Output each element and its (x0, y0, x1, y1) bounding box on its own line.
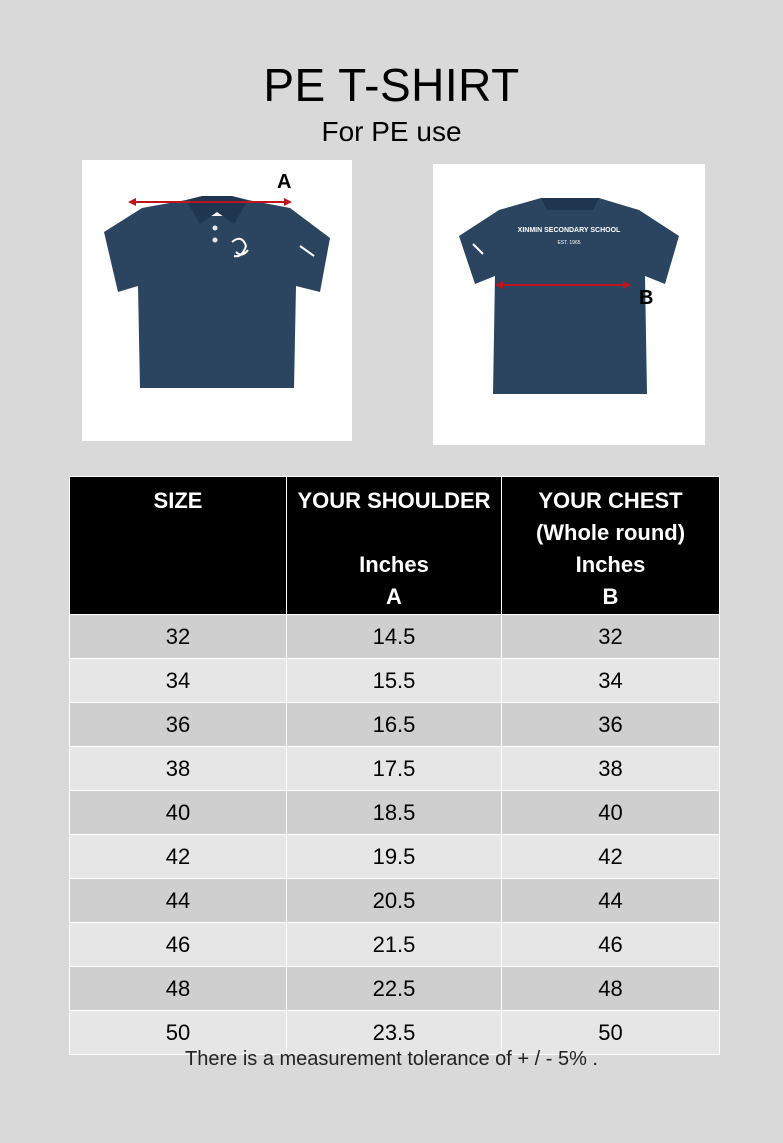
table-row (70, 791, 720, 835)
header-chest (502, 477, 720, 615)
cell-shoulder: 19.5 (287, 835, 502, 879)
cell-size: 32 (70, 615, 287, 659)
cell-chest: 46 (502, 923, 720, 967)
cell-size: 48 (70, 967, 287, 1011)
back-print-school: XINMIN SECONDARY SCHOOL (517, 227, 621, 234)
cell-size: 38 (70, 747, 287, 791)
cell-size: 50 (70, 1011, 287, 1055)
cell-size: 40 (70, 791, 287, 835)
cell-shoulder: 16.5 (287, 703, 502, 747)
cell-chest: 34 (502, 659, 720, 703)
cell-size: 46 (70, 923, 287, 967)
cell-shoulder: 23.5 (287, 1011, 502, 1055)
cell-shoulder: 17.5 (287, 747, 502, 791)
cell-chest: 32 (502, 615, 720, 659)
header-shoulder-code: A (386, 584, 402, 609)
cell-shoulder: 14.5 (287, 615, 502, 659)
table-row (70, 835, 720, 879)
cell-chest: 38 (502, 747, 720, 791)
cell-chest: 50 (502, 1011, 720, 1055)
front-shirt-illustration (82, 160, 352, 441)
tolerance-note: There is a measurement tolerance of + / - 5% . (185, 1048, 598, 1070)
cell-chest: 36 (502, 703, 720, 747)
cell-chest: 44 (502, 879, 720, 923)
header-size-label: SIZE (153, 488, 203, 513)
header-chest-code: B (602, 584, 619, 609)
table-row (70, 923, 720, 967)
cell-chest: 42 (502, 835, 720, 879)
marker-a: A (277, 171, 292, 193)
table-header-row (70, 477, 720, 615)
cell-shoulder: 20.5 (287, 879, 502, 923)
table-row (70, 747, 720, 791)
table-row (70, 703, 720, 747)
table-row (70, 879, 720, 923)
table-row (70, 967, 720, 1011)
header-chest-unit: Inches (575, 552, 646, 577)
marker-b: B (639, 287, 654, 309)
size-chart-table (69, 476, 720, 1055)
cell-shoulder: 15.5 (287, 659, 502, 703)
header-shoulder-unit: Inches (359, 552, 429, 577)
cell-size: 36 (70, 703, 287, 747)
page-subtitle: For PE use (321, 116, 462, 147)
cell-shoulder: 22.5 (287, 967, 502, 1011)
cell-size: 34 (70, 659, 287, 703)
back-print-est: EST. 1965 (557, 240, 581, 246)
header-shoulder (287, 477, 502, 615)
header-chest-title: YOUR CHEST (538, 488, 683, 513)
header-chest-note: (Whole round) (535, 520, 686, 545)
back-shirt-photo (433, 164, 705, 445)
cell-shoulder: 18.5 (287, 791, 502, 835)
header-shoulder-title: YOUR SHOULDER (297, 488, 491, 513)
cell-chest: 40 (502, 791, 720, 835)
cell-size: 44 (70, 879, 287, 923)
back-shirt-illustration (433, 164, 705, 445)
front-shirt-photo (82, 160, 352, 441)
table-row (70, 659, 720, 703)
cell-size: 42 (70, 835, 287, 879)
cell-chest: 48 (502, 967, 720, 1011)
cell-shoulder: 21.5 (287, 923, 502, 967)
table-row (70, 615, 720, 659)
page-title: PE T-SHIRT (263, 59, 520, 111)
header-size (70, 477, 287, 615)
